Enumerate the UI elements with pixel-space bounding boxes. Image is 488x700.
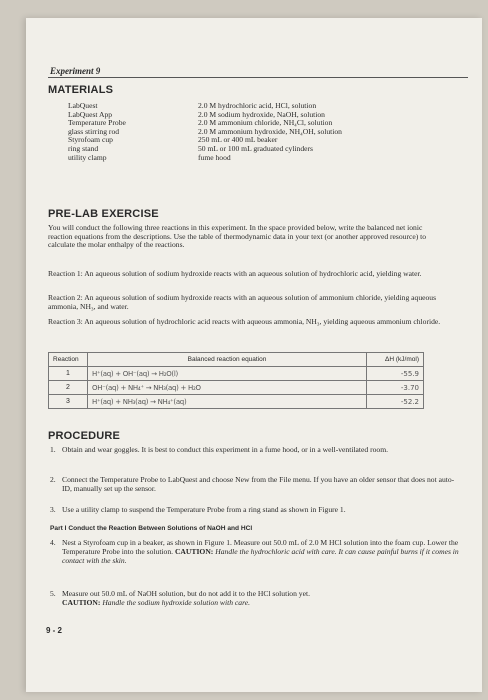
material-item: fume hood	[198, 152, 231, 162]
material-item: Styrofoam cup	[68, 135, 113, 145]
materials-left-list	[68, 102, 126, 162]
procedure-step-1: 1. Obtain and wear goggles. It is best to conduct this experiment in a fume hood, or in a well-ventilated room.	[50, 446, 470, 466]
experiment-header: Experiment 9	[50, 66, 101, 76]
step-text: Use a utility clamp to suspend the Temperature Probe from a ring stand as shown in Figure 1.	[62, 505, 346, 514]
material-item: 50 mL or 100 mL graduated cylinders	[198, 143, 313, 153]
handwritten-enthalpy[interactable]: -52.2	[367, 395, 424, 409]
table-row	[49, 367, 424, 381]
step-text: Nest a Styrofoam cup in a beaker, as shown in Figure 1. Measure out 50.0 mL of 2.0 M HCl solution into the foam cup. Lower the Temperature Probe into the solution.	[62, 538, 459, 556]
step-text: Measure out 50.0 mL of NaOH solution, but do not add it to the HCl solution yet.	[62, 589, 310, 598]
step-text: Obtain and wear goggles. It is best to conduct this experiment in a fume hood, or in a well-ventilated room.	[62, 445, 389, 454]
material-item: ring stand	[68, 143, 99, 153]
material-item: 2.0 M sodium hydroxide, NaOH, solution	[198, 109, 325, 119]
handwritten-equation[interactable]: H⁺(aq) + OH⁻(aq) → H₂O(l)	[88, 367, 367, 381]
caution-text: Handle the hydrochloric acid with care. It can cause painful burns if it comes in contact with the skin.	[62, 546, 459, 565]
handwritten-enthalpy[interactable]: -55.9	[367, 367, 424, 381]
table-header-enthalpy: ΔH (kJ/mol)	[367, 353, 424, 367]
step-text: Connect the Temperature Probe to LabQuest and choose New from the File menu. If you have an older sensor that does not auto-ID, manually set up the sensor.	[62, 475, 455, 493]
material-item: glass stirring rod	[68, 126, 120, 136]
prelab-heading: PRE-LAB EXERCISE	[48, 208, 159, 220]
procedure-step-4: 4. Nest a Styrofoam cup in a beaker, as shown in Figure 1. Measure out 50.0 mL of 2.0 M HCl solution into the foam cup. Lower the Temperature Probe into the solution. CAUTION: Handle the hydrochloric acid with care. It can cause painful burns if it comes in contact with the skin.	[50, 538, 459, 565]
material-item: utility clamp	[68, 152, 107, 162]
header-rule	[48, 77, 468, 78]
reaction-number: 1	[49, 367, 88, 381]
material-item: LabQuest	[68, 101, 98, 110]
reaction-table	[48, 352, 424, 409]
handwritten-enthalpy[interactable]: -3.70	[367, 381, 424, 395]
reaction-2-description: Reaction 2: An aqueous solution of sodium hydroxide reacts with an aqueous solution of ammonium chloride, yielding aqueous ammonia, NH₃, and water.	[48, 293, 437, 311]
material-item: LabQuest App	[68, 109, 113, 119]
procedure-step-3: 3. Use a utility clamp to suspend the Temperature Probe from a ring stand as shown in Figure 1.	[50, 506, 470, 516]
reaction-3-description: Reaction 3: An aqueous solution of hydrochloric acid reacts with aqueous ammonia, NH₃, yielding aqueous ammonium chloride.	[48, 317, 441, 326]
caution-label: CAUTION:	[62, 597, 101, 607]
material-item: 2.0 M hydrochloric acid, HCl, solution	[198, 101, 317, 110]
table-row	[49, 395, 424, 409]
caution-label: CAUTION:	[174, 546, 214, 556]
prelab-intro: You will conduct the following three reactions in this experiment. In the space provided below, write the balanced net ionic reaction equations from the descriptions. Use the table of thermodynamic data in your text (or another approved resource) to calculate the molar enthalpy of the reactions.	[48, 223, 427, 250]
table-header-reaction: Reaction	[49, 353, 88, 367]
procedure-step-2: 2. Connect the Temperature Probe to LabQuest and choose New from the File menu. If you have an older sensor that does not auto-ID, manually set up the sensor.	[50, 476, 470, 496]
material-item: 2.0 M ammonium chloride, NH₄Cl, solution	[198, 118, 333, 128]
material-item: 250 mL or 400 mL beaker	[198, 135, 278, 145]
reaction-1-description: Reaction 1: An aqueous solution of sodium hydroxide reacts with an aqueous solution of hydrochloric acid, yielding water.	[48, 269, 422, 278]
page-number: 9 - 2	[46, 626, 63, 635]
table-row	[49, 381, 424, 395]
material-item: 2.0 M ammonium hydroxide, NH₄OH, solution	[198, 126, 342, 136]
handwritten-equation[interactable]: H⁺(aq) + NH₃(aq) → NH₄⁺(aq)	[88, 395, 367, 409]
procedure-heading: PROCEDURE	[48, 430, 121, 442]
materials-right-list	[198, 102, 342, 162]
document-page	[26, 18, 482, 692]
part-1-heading: Part I Conduct the Reaction Between Solutions of NaOH and HCl	[50, 525, 253, 532]
materials-heading: MATERIALS	[48, 84, 114, 96]
table-header-equation: Balanced reaction equation	[88, 353, 367, 367]
procedure-step-5: 5. Measure out 50.0 mL of NaOH solution, but do not add it to the HCl solution yet. CAUTION: Handle the sodium hydroxide solution with care.	[50, 589, 310, 607]
reaction-number: 3	[49, 395, 88, 409]
caution-text: Handle the sodium hydroxide solution with care.	[102, 597, 251, 607]
handwritten-equation[interactable]: OH⁻(aq) + NH₄⁺ → NH₃(aq) + H₂O	[88, 381, 367, 395]
reaction-number: 2	[49, 381, 88, 395]
material-item: Temperature Probe	[68, 118, 126, 128]
